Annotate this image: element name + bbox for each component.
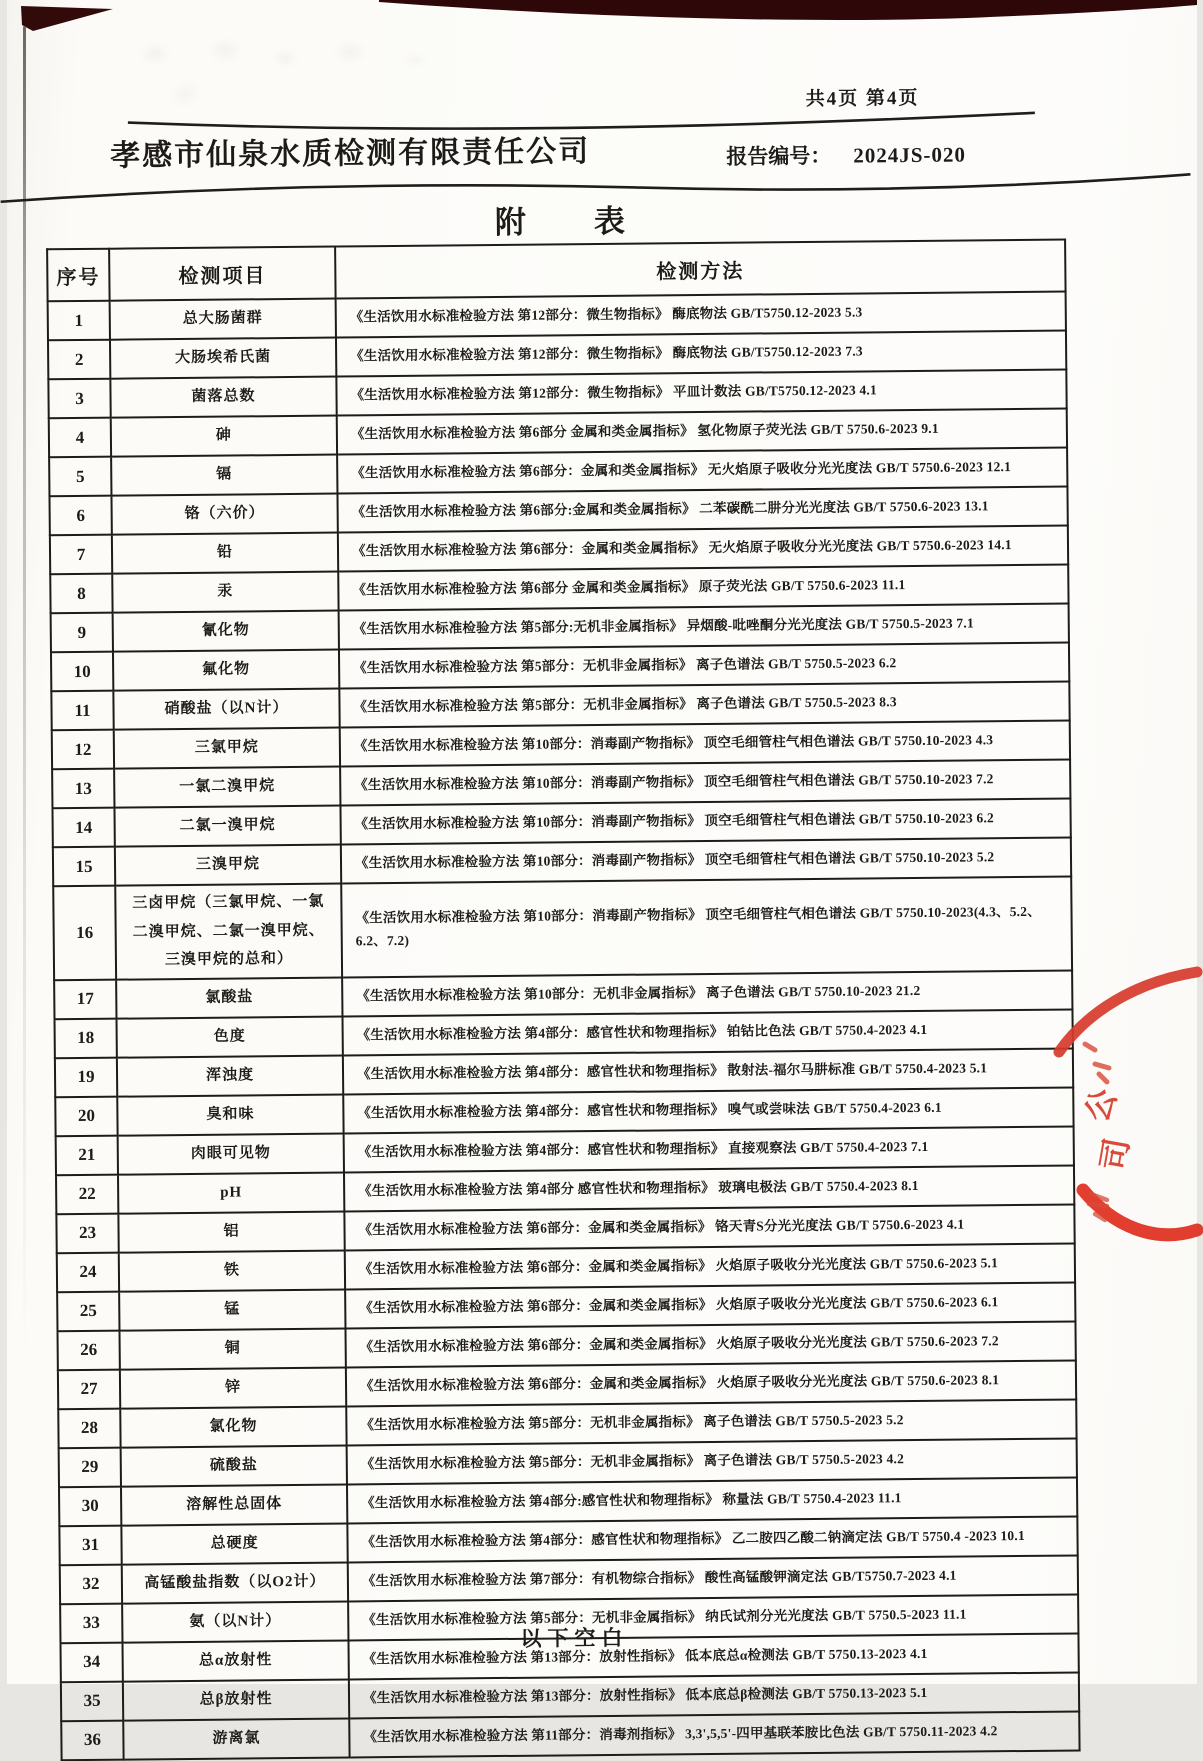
row-item-cell: 菌落总数 xyxy=(110,377,336,418)
row-no-cell: 2 xyxy=(47,340,109,380)
row-item-cell: 游离氯 xyxy=(123,1718,349,1759)
row-no-cell: 35 xyxy=(60,1681,122,1721)
row-no-cell: 5 xyxy=(49,457,111,497)
header-rule-top xyxy=(0,0,1190,216)
row-method-cell: 《生活饮用水标准检验方法 第6部分：金属和类金属指标》 火焰原子吸收分光光度法 GB/T 5750.6-2023 6.1 xyxy=(345,1282,1075,1328)
row-item-cell: 总硬度 xyxy=(121,1523,347,1564)
row-method-cell: 《生活饮用水标准检验方法 第13部分：放射性指标》 低本底总α检测法 GB/T 5750.13-2023 4.1 xyxy=(348,1633,1078,1679)
row-item-cell: 砷 xyxy=(110,416,336,457)
row-no-cell: 29 xyxy=(58,1447,120,1487)
row-no-cell: 22 xyxy=(55,1174,117,1214)
row-no-cell: 15 xyxy=(52,847,114,887)
row-item-cell: 硫酸盐 xyxy=(120,1445,346,1486)
row-no-cell: 3 xyxy=(48,379,110,419)
row-no-cell: 19 xyxy=(54,1057,116,1097)
row-no-cell: 30 xyxy=(58,1486,120,1526)
row-item-cell: 臭和味 xyxy=(117,1094,343,1135)
row-item-cell: 镉 xyxy=(111,455,337,496)
row-item-cell: 铅 xyxy=(111,533,337,574)
row-method-cell: 《生活饮用水标准检验方法 第6部分：金属和类金属指标》 无火焰原子吸收分光光度法 GB/T 5750.6-2023 14.1 xyxy=(337,526,1067,572)
row-method-cell: 《生活饮用水标准检验方法 第4部分：感官性状和物理指标》 乙二胺四乙酸二钠滴定法 GB/T 5750.4 -2023 10.1 xyxy=(347,1516,1077,1562)
row-no-cell: 1 xyxy=(47,301,109,341)
row-item-cell: 铬（六价） xyxy=(111,494,337,535)
seal-char: 司 xyxy=(1093,1135,1135,1174)
row-method-cell: 《生活饮用水标准检验方法 第4部分：感官性状和物理指标》 嗅气或尝味法 GB/T 5750.4-2023 6.1 xyxy=(343,1087,1073,1133)
page-title: 附 表 xyxy=(494,203,627,240)
scanned-report-page xyxy=(7,0,1197,1750)
column-header-method: 检测方法 xyxy=(335,240,1065,299)
row-method-cell: 《生活饮用水标准检验方法 第4部分：感官性状和物理指标》 铂钴比色法 GB/T 5750.4-2023 4.1 xyxy=(342,1009,1072,1055)
row-item-cell: 总β放射性 xyxy=(122,1679,348,1720)
seal-char: 公 xyxy=(1077,1083,1123,1127)
row-item-cell: 氟化物 xyxy=(112,650,338,691)
row-item-cell: 色度 xyxy=(116,1016,342,1057)
row-item-cell: 二氯一溴甲烷 xyxy=(114,806,340,847)
row-no-cell: 4 xyxy=(48,418,110,458)
row-item-cell: 汞 xyxy=(112,572,338,613)
footer-note: 以下空白 xyxy=(519,1625,629,1651)
report-number-value: 2024JS-020 xyxy=(852,142,966,168)
row-no-cell: 18 xyxy=(54,1018,116,1058)
row-no-cell: 10 xyxy=(50,652,112,692)
row-no-cell: 17 xyxy=(54,979,116,1019)
company-seal-stamp xyxy=(1039,932,1197,1262)
row-method-cell: 《生活饮用水标准检验方法 第5部分：无机非金属指标》 离子色谱法 GB/T 5750.5-2023 5.2 xyxy=(346,1399,1076,1445)
row-method-cell: 《生活饮用水标准检验方法 第7部分：有机物综合指标》 酸性高锰酸钾滴定法 GB/T5750.7-2023 4.1 xyxy=(347,1555,1077,1601)
row-method-cell: 《生活饮用水标准检验方法 第6部分：金属和类金属指标》 火焰原子吸收分光光度法 GB/T 5750.6-2023 8.1 xyxy=(345,1360,1075,1406)
row-no-cell: 23 xyxy=(56,1213,118,1253)
row-method-cell: 《生活饮用水标准检验方法 第12部分：微生物指标》 酶底物法 GB/T5750.12-2023 5.3 xyxy=(335,292,1065,338)
row-no-cell: 9 xyxy=(50,613,112,653)
row-no-cell: 20 xyxy=(55,1096,117,1136)
row-item-cell: 三卤甲烷（三氯甲烷、一氯二溴甲烷、二氯一溴甲烷、三溴甲烷的总和） xyxy=(115,884,342,980)
report-number xyxy=(726,138,966,170)
row-method-cell: 《生活饮用水标准检验方法 第6部分：金属和类金属指标》 火焰原子吸收分光光度法 GB/T 5750.6-2023 5.1 xyxy=(344,1243,1074,1289)
row-method-cell: 《生活饮用水标准检验方法 第12部分：微生物指标》 平皿计数法 GB/T5750.12-2023 4.1 xyxy=(336,370,1066,416)
row-item-cell: 硝酸盐（以N计） xyxy=(113,689,339,730)
row-no-cell: 13 xyxy=(52,769,114,809)
row-no-cell: 28 xyxy=(58,1408,120,1448)
report-number-label: 报告编号： xyxy=(725,143,831,169)
row-no-cell: 7 xyxy=(49,535,111,575)
row-no-cell: 12 xyxy=(51,730,113,770)
row-method-cell: 《生活饮用水标准检验方法 第10部分：消毒副产物指标》 顶空毛细管柱气相色谱法 GB/T 5750.10-2023 6.2 xyxy=(340,799,1070,845)
row-no-cell: 6 xyxy=(49,496,111,536)
row-method-cell: 《生活饮用水标准检验方法 第6部分：金属和类金属指标》 火焰原子吸收分光光度法 GB/T 5750.6-2023 7.2 xyxy=(345,1321,1075,1367)
row-method-cell: 《生活饮用水标准检验方法 第4部分:感官性状和物理指标》 称量法 GB/T 5750.4-2023 11.1 xyxy=(346,1477,1076,1523)
row-method-cell: 《生活饮用水标准检验方法 第10部分：消毒副产物指标》 顶空毛细管柱气相色谱法 GB/T 5750.10-2023 4.3 xyxy=(339,721,1069,767)
row-no-cell: 24 xyxy=(56,1252,118,1292)
row-item-cell: 溶解性总固体 xyxy=(120,1484,346,1525)
row-method-cell: 《生活饮用水标准检验方法 第6部分：金属和类金属指标》 铬天青S分光光度法 GB/T 5750.6-2023 4.1 xyxy=(344,1204,1074,1250)
row-method-cell: 《生活饮用水标准检验方法 第10部分：消毒副产物指标》 顶空毛细管柱气相色谱法 GB/T 5750.10-2023 5.2 xyxy=(340,837,1070,883)
row-no-cell: 32 xyxy=(59,1564,121,1604)
row-item-cell: 三氯甲烷 xyxy=(113,728,339,769)
row-method-cell: 《生活饮用水标准检验方法 第4部分：感官性状和物理指标》 直接观察法 GB/T 5750.4-2023 7.1 xyxy=(343,1126,1073,1172)
row-item-cell: 大肠埃希氏菌 xyxy=(109,338,335,379)
row-method-cell: 《生活饮用水标准检验方法 第6部分:金属和类金属指标》 二苯碳酰二肼分光光度法 GB/T 5750.6-2023 13.1 xyxy=(337,487,1067,533)
row-item-cell: 氰化物 xyxy=(112,611,338,652)
row-item-cell: 氯酸盐 xyxy=(116,977,342,1018)
row-item-cell: 铝 xyxy=(118,1211,344,1252)
column-header-no: 序号 xyxy=(47,249,109,302)
row-item-cell: 氨（以N计） xyxy=(122,1601,348,1642)
page-count: 共4页 第4页 xyxy=(805,87,920,111)
row-no-cell: 33 xyxy=(60,1603,122,1643)
row-method-cell: 《生活饮用水标准检验方法 第10部分：无机非金属指标》 离子色谱法 GB/T 5750.10-2023 21.2 xyxy=(342,970,1072,1016)
row-method-cell: 《生活饮用水标准检验方法 第4部分 感官性状和物理指标》 玻璃电极法 GB/T 5750.4-2023 8.1 xyxy=(343,1165,1073,1211)
row-method-cell: 《生活饮用水标准检验方法 第12部分：微生物指标》 酶底物法 GB/T5750.12-2023 7.3 xyxy=(335,331,1065,377)
row-no-cell: 11 xyxy=(51,691,113,731)
row-item-cell: 三溴甲烷 xyxy=(114,845,340,886)
row-item-cell: 锌 xyxy=(119,1367,345,1408)
row-method-cell: 《生活饮用水标准检验方法 第11部分：消毒剂指标》 3,3',5,5'-四甲基联苯胺比色法 GB/T 5750.11-2023 4.2 xyxy=(349,1711,1079,1757)
row-item-cell: 氯化物 xyxy=(120,1406,346,1447)
row-no-cell: 34 xyxy=(60,1642,122,1682)
row-item-cell: pH xyxy=(117,1172,343,1213)
row-method-cell: 《生活饮用水标准检验方法 第6部分：金属和类金属指标》 无火焰原子吸收分光光度法 GB/T 5750.6-2023 12.1 xyxy=(337,448,1067,494)
row-no-cell: 14 xyxy=(52,808,114,848)
row-item-cell: 总α放射性 xyxy=(122,1640,348,1681)
row-item-cell: 铜 xyxy=(119,1328,345,1369)
row-item-cell: 高锰酸盐指数（以O2计） xyxy=(121,1562,347,1603)
row-method-cell: 《生活饮用水标准检验方法 第10部分：消毒副产物指标》 顶空毛细管柱气相色谱法 GB/T 5750.10-2023(4.3、5.2、6.2、7.2) xyxy=(341,876,1072,977)
row-method-cell: 《生活饮用水标准检验方法 第10部分：消毒副产物指标》 顶空毛细管柱气相色谱法 GB/T 5750.10-2023 7.2 xyxy=(340,760,1070,806)
row-no-cell: 8 xyxy=(50,574,112,614)
company-name: 孝感市仙泉水质检测有限责任公司 xyxy=(109,135,590,173)
row-item-cell: 一氯二溴甲烷 xyxy=(114,767,340,808)
row-item-cell: 锰 xyxy=(119,1289,345,1330)
row-no-cell: 25 xyxy=(57,1291,119,1331)
row-method-cell: 《生活饮用水标准检验方法 第5部分：无机非金属指标》 离子色谱法 GB/T 5750.5-2023 4.2 xyxy=(346,1438,1076,1484)
row-method-cell: 《生活饮用水标准检验方法 第4部分：感官性状和物理指标》 散射法-福尔马肼标准 GB/T 5750.4-2023 5.1 xyxy=(342,1048,1072,1094)
row-method-cell: 《生活饮用水标准检验方法 第6部分 金属和类金属指标》 原子荧光法 GB/T 5750.6-2023 11.1 xyxy=(338,565,1068,611)
row-method-cell: 《生活饮用水标准检验方法 第5部分：无机非金属指标》 纳氏试剂分光光度法 GB/T 5750.5-2023 11.1 xyxy=(348,1594,1078,1640)
row-method-cell: 《生活饮用水标准检验方法 第5部分:无机非金属指标》 异烟酸-吡唑酮分光光度法 GB/T 5750.5-2023 7.1 xyxy=(338,604,1068,650)
row-item-cell: 总大肠菌群 xyxy=(109,299,335,340)
row-method-cell: 《生活饮用水标准检验方法 第13部分：放射性指标》 低本底总β检测法 GB/T 5750.13-2023 5.1 xyxy=(348,1672,1078,1718)
row-item-cell: 浑浊度 xyxy=(116,1055,342,1096)
table-row xyxy=(61,1711,1079,1760)
row-no-cell: 21 xyxy=(55,1135,117,1175)
row-item-cell: 肉眼可见物 xyxy=(117,1133,343,1174)
row-no-cell: 36 xyxy=(61,1720,123,1760)
row-method-cell: 《生活饮用水标准检验方法 第5部分：无机非金属指标》 离子色谱法 GB/T 5750.5-2023 8.3 xyxy=(339,682,1069,728)
row-no-cell: 26 xyxy=(57,1330,119,1370)
row-method-cell: 《生活饮用水标准检验方法 第6部分 金属和类金属指标》 氢化物原子荧光法 GB/T 5750.6-2023 9.1 xyxy=(336,409,1066,455)
row-item-cell: 铁 xyxy=(118,1250,344,1291)
row-no-cell: 27 xyxy=(57,1369,119,1409)
table-row xyxy=(53,876,1072,979)
column-header-item: 检测项目 xyxy=(109,247,335,301)
row-no-cell: 16 xyxy=(53,886,116,980)
methods-table xyxy=(46,239,1080,1761)
table-body xyxy=(47,292,1079,1760)
row-no-cell: 31 xyxy=(59,1525,121,1565)
row-method-cell: 《生活饮用水标准检验方法 第5部分：无机非金属指标》 离子色谱法 GB/T 5750.5-2023 6.2 xyxy=(338,643,1068,689)
